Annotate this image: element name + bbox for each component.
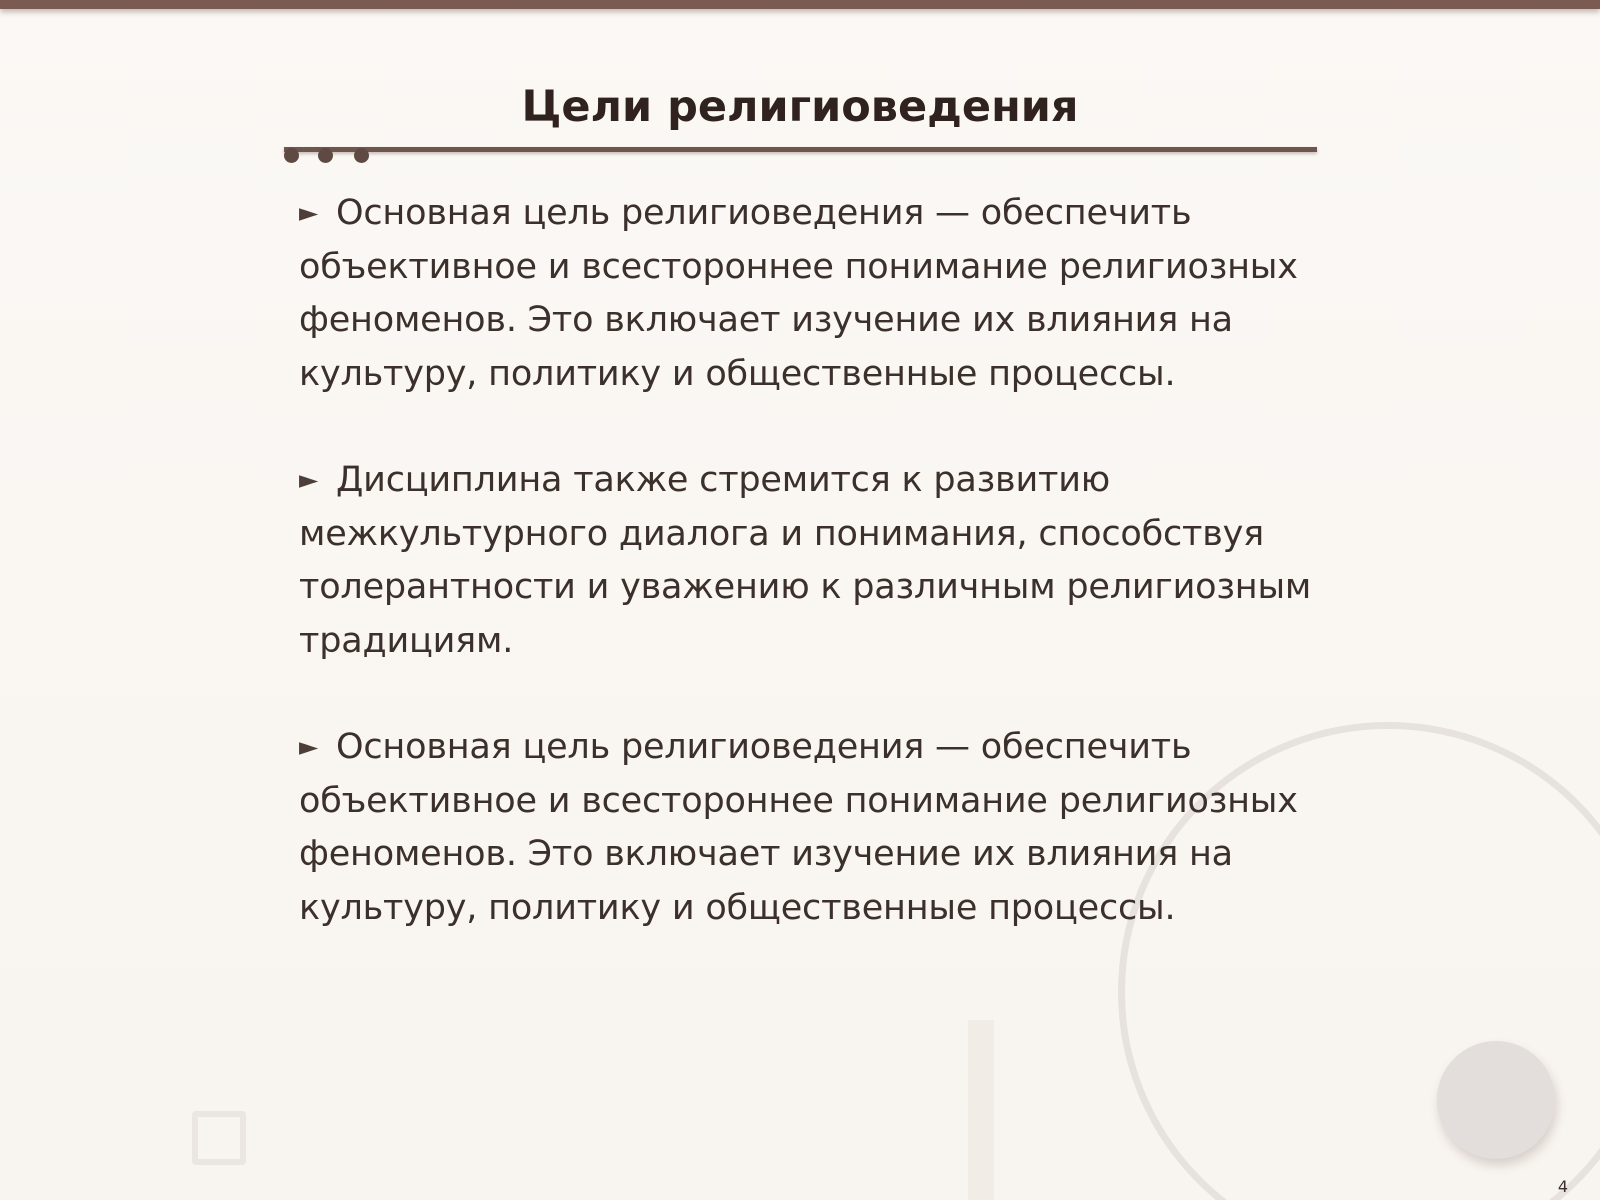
bullet-item: [299, 720, 1319, 935]
bullet-text: Основная цель религиоведения — обеспечить объективное и всестороннее понимание религиозных феноменов. Это включает изучение их влияния на культуру, политику и общественные процессы.: [299, 193, 1298, 394]
decorative-circle: [1437, 1041, 1555, 1159]
underline-dot: [354, 148, 369, 163]
page-number: 4: [1557, 1177, 1568, 1196]
decorative-vertical-stripe: [968, 1020, 994, 1200]
slide-title: Цели религиоведения: [521, 82, 1079, 132]
decorative-square: [192, 1111, 246, 1165]
title-underline: [284, 147, 1317, 152]
bullet-text: Основная цель религиоведения — обеспечить объективное и всестороннее понимание религиозных феноменов. Это включает изучение их влияния на культуру, политику и общественные процессы.: [299, 727, 1298, 928]
bullet-item: [299, 186, 1319, 401]
underline-dot: [284, 148, 299, 163]
underline-dot: [318, 148, 333, 163]
top-accent-bar: [0, 0, 1600, 9]
triangle-bullet-icon: ►: [299, 198, 319, 227]
bullet-text: Дисциплина также стремится к развитию межкультурного диалога и понимания, способствуя толерантности и уважению к различным религиозным традициям.: [299, 460, 1312, 661]
triangle-bullet-icon: ►: [299, 732, 319, 761]
bullet-list: [299, 186, 1319, 987]
triangle-bullet-icon: ►: [299, 465, 319, 494]
bullet-item: [299, 453, 1319, 668]
